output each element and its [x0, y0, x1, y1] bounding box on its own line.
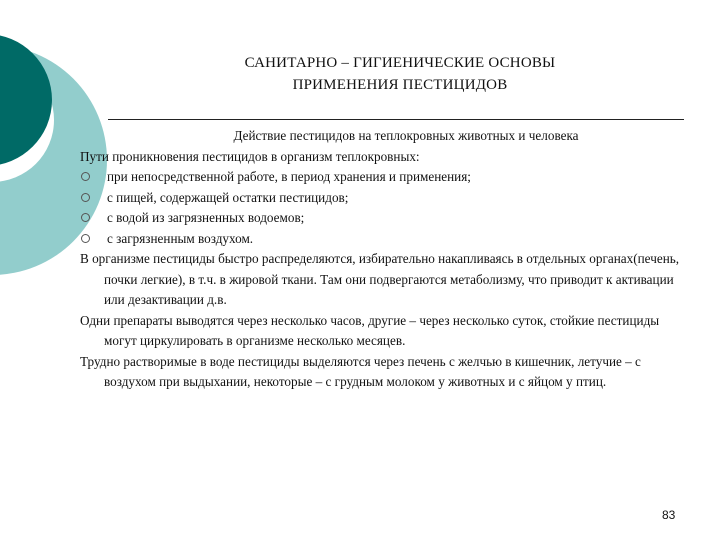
title-line-1: САНИТАРНО – ГИГИЕНИЧЕСКИЕ ОСНОВЫ: [244, 55, 556, 71]
circle-bullet-icon: [81, 193, 90, 202]
body-paragraph-excretion-routes: Трудно растворимые в воде пестициды выделяются через печень с желчью в кишечник, летучие – с воздухом при выдыхании, некоторые – с грудным молоком у животных и с яйцом у птиц.: [80, 353, 641, 389]
title-divider: [108, 119, 684, 120]
body-paragraph-excretion-time: Одни препараты выводятся через несколько часов, другие – через несколько суток, стойкие пестициды могут циркулировать в организме несколько месяцев.: [80, 312, 660, 348]
intro-text: Пути проникновения пестицидов в организм теплокровных:: [80, 148, 420, 164]
bullet-item: [80, 208, 692, 229]
circle-bullet-icon: [81, 172, 90, 181]
bullet-item: [80, 167, 692, 188]
bullet-text: при непосредственной работе, в период хранения и применения;: [107, 169, 471, 184]
bullet-text: с загрязненным воздухом.: [107, 230, 254, 246]
section-subtitle: Действие пестицидов на теплокровных животных и человека: [233, 128, 579, 143]
bullet-item: [80, 188, 692, 209]
circle-bullet-icon: [81, 234, 90, 243]
bullet-list: [80, 167, 692, 249]
body-paragraph-distribution: В организме пестициды быстро распределяются, избирательно накапливаясь в отдельных органах(печень, почки легкие), в т.ч. в жировой ткани. Там они подвергаются метаболизму, что приводит к активации или дезактивации д.в.: [80, 251, 680, 307]
bullet-text: с водой из загрязненных водоемов;: [107, 210, 305, 225]
circle-bullet-icon: [81, 213, 90, 222]
slide-body: [80, 126, 692, 393]
bullet-text: с пищей, содержащей остатки пестицидов;: [107, 189, 349, 205]
slide-title: [110, 52, 690, 96]
bullet-item: [80, 229, 692, 250]
title-line-2: ПРИМЕНЕНИЯ ПЕСТИЦИДОВ: [292, 77, 508, 93]
page-number: 83: [662, 508, 676, 522]
